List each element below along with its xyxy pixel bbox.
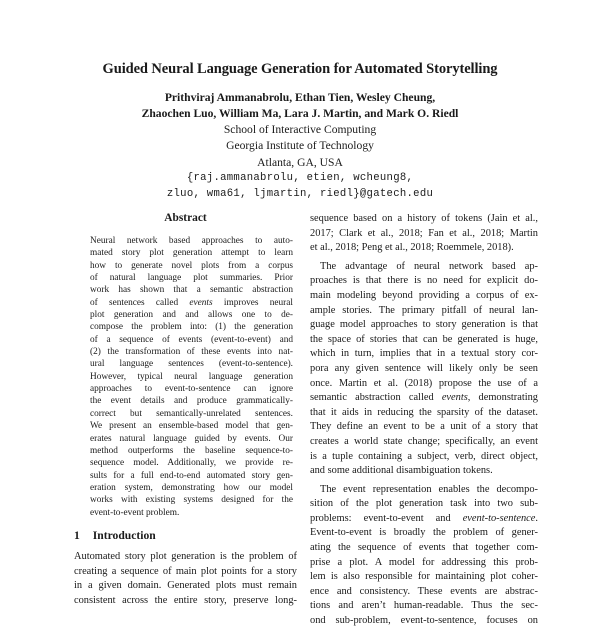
- body-line: main modeling beyond providing a corpus of ex-: [310, 289, 538, 301]
- paper-title: Guided Neural Language Generation for Automated Storytelling: [102, 61, 498, 77]
- body-line: ence and consistency. These events are abstrac-: [310, 585, 538, 597]
- body-line: sition of the plot generation task into two sub-: [310, 498, 538, 510]
- authors-line: Zhaochen Luo, William Ma, Lara J. Martin, and Mark O. Riedl: [141, 107, 459, 121]
- body-line: the space of stories that can be generated is huge,: [310, 333, 538, 345]
- abstract-line: mated story plot generation attempt to learn: [90, 248, 293, 259]
- body-line: They define an event to be a unit of a story that: [310, 421, 538, 433]
- body-line: prise a plot. A model for addressing this prob-: [310, 556, 538, 568]
- body-line: 2017; Clark et al., 2018; Fan et al., 2018; Martin: [310, 227, 538, 239]
- abstract-line: sults for a full end-to-end automated story gen-: [90, 470, 293, 481]
- body-line: guage model approaches to story generation is that: [310, 319, 538, 331]
- abstract-line: sequence model. Additionally, we provide re-: [90, 458, 293, 469]
- affiliation: [0, 122, 600, 171]
- abstract-line: ural language sentences (event-to-sentence).: [90, 359, 293, 370]
- italic-term: events: [441, 392, 468, 404]
- body-line: et al., 2018; Peng et al., 2018; Roemmele, 2018).: [310, 242, 514, 254]
- body-line: tions and aren’t human-readable. Thus the sec-: [310, 600, 538, 612]
- abstract-line: of sentences called events improves neural: [90, 297, 293, 308]
- affiliation-line: Atlanta, GA, USA: [257, 155, 343, 169]
- authors-line: Prithviraj Ammanabrolu, Ethan Tien, Wesley Cheung,: [164, 91, 436, 104]
- italic-term: events: [189, 297, 213, 308]
- abstract-body: [90, 235, 293, 519]
- right-column: [310, 212, 538, 629]
- body-line: once. Martin et al. (2018) propose the use of a: [310, 377, 538, 389]
- section-heading-introduction: [74, 529, 297, 542]
- abstract-line: However, typical neural language generation: [90, 371, 293, 382]
- body-line: semantic abstraction called events, demonstrating: [310, 392, 538, 404]
- body-line: lem is also responsible for maintaining plot coher-: [310, 571, 538, 583]
- abstract-line: of natural language plot summaries. Prior: [90, 273, 293, 284]
- email-line: zluo, wma61, ljmartin, riedl}@gatech.edu: [166, 188, 434, 200]
- abstract-line: Neural network based approaches to auto-: [90, 236, 293, 246]
- abstract-line: correct but semantically-unrelated sentences.: [90, 408, 293, 419]
- abstract-line: eration system, demonstrating how our model: [90, 482, 293, 493]
- abstract-line: event-to-event problem.: [90, 507, 180, 518]
- body-line: Event-to-event is broadly the problem of gener-: [310, 527, 538, 539]
- paragraph: [310, 483, 538, 629]
- affiliation-line: School of Interactive Computing: [223, 123, 377, 136]
- body-line: The event representation enables the decompo-: [320, 483, 538, 495]
- section-title: Introduction: [92, 528, 156, 542]
- body-line: Automated story plot generation is the problem of: [74, 550, 297, 562]
- body-line: ample stories. The primary pitfall of neural lan-: [310, 304, 538, 316]
- body-line: proaches is that there is no need for explicit do-: [310, 275, 538, 287]
- body-line: and some additional disambiguation tokens.: [310, 465, 493, 477]
- paragraph: [310, 212, 538, 256]
- body-line: pora any given sentence will likely only be seen: [310, 362, 538, 374]
- body-line: creates a world state change; specifically, an event: [310, 435, 538, 447]
- italic-term: event-to-sentence: [462, 512, 536, 524]
- abstract-line: erates natural language guided by events. Our: [90, 433, 293, 444]
- abstract-line: of a sequence of events (event-to-event) and: [90, 334, 293, 345]
- section-number: 1: [74, 528, 80, 542]
- body-line: is a tuple containing a subject, verb, direct object,: [310, 450, 538, 462]
- abstract-heading: Abstract: [164, 212, 207, 224]
- body-line: creating a sequence of main plot points for a story: [74, 565, 297, 577]
- body-line: that it aids in reducing the sparsity of the dataset.: [310, 406, 538, 418]
- author-list: [0, 90, 600, 123]
- abstract-line: how to generate novel plots from a corpus: [90, 260, 293, 271]
- body-line: which in turn, implies that in a textual story cor-: [310, 348, 538, 360]
- email-line: {raj.ammanabrolu, etien, wcheung8,: [186, 172, 414, 184]
- paragraph: [310, 260, 538, 479]
- abstract-line: method outperforms the baseline sequence-to-: [90, 445, 293, 456]
- left-column: [74, 212, 297, 608]
- body-line: problems: event-to-event and event-to-sentence.: [310, 512, 538, 524]
- abstract-line: works with existing systems designed for the: [90, 495, 293, 506]
- abstract-line: approaches to event-to-sentence can ignore: [90, 384, 293, 395]
- body-line: consistent across the entire story, preserve long-: [74, 594, 297, 606]
- abstract-line: compose the problem into: (1) the generation: [90, 322, 293, 333]
- body-line: in a given domain. Generated plots must remain: [74, 580, 297, 592]
- body-line: ating the sequence of events that together com-: [310, 542, 538, 554]
- author-emails: [0, 170, 600, 202]
- abstract-line: work has shown that a semantic abstraction: [90, 285, 293, 296]
- body-line: ond sub-problem, event-to-sentence, focuses on: [310, 615, 538, 627]
- body-line: The advantage of neural network based ap-: [320, 260, 538, 272]
- body-line: sequence based on a history of tokens (Jain et al.,: [310, 213, 538, 224]
- abstract-line: plot generation and and allows one to de-: [90, 310, 293, 321]
- abstract-line: We present an ensemble-based model that gen-: [90, 421, 293, 432]
- affiliation-line: Georgia Institute of Technology: [226, 139, 374, 153]
- abstract-line: (2) the transformation of these events into nat-: [90, 347, 293, 358]
- abstract-line: the event details and produce grammatically-: [90, 396, 293, 407]
